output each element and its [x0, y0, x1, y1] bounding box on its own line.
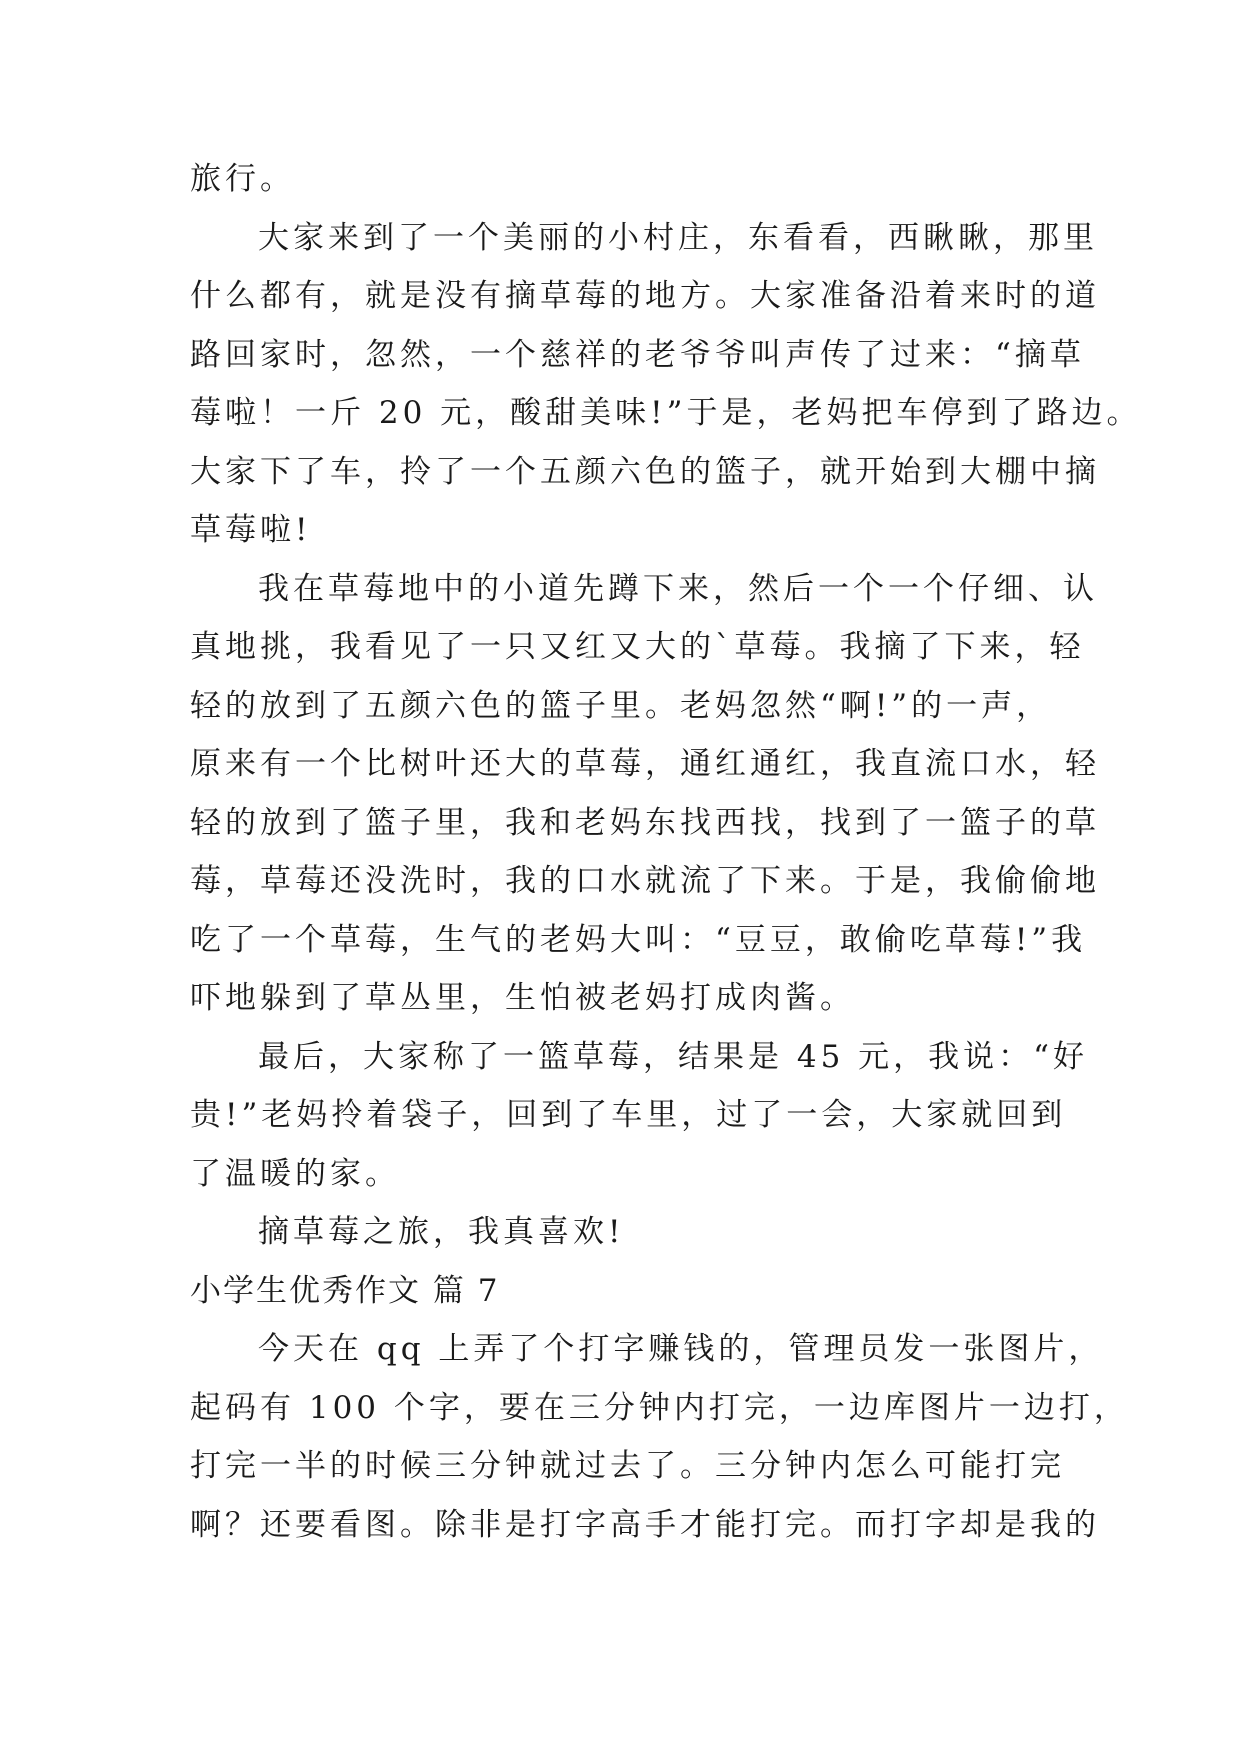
text-line: 大家下了车，拎了一个五颜六色的篮子，就开始到大棚中摘	[190, 453, 1100, 490]
text-line: 什么都有，就是没有摘草莓的地方。大家准备沿着来时的道	[190, 278, 1100, 314]
text-line: 莓啦！一斤 20 元，酸甜美味!”于是，老妈把车停到了路边。	[190, 395, 1142, 431]
text-line: 草莓啦!	[190, 512, 312, 548]
text-line: 今天在 qq 上弄了个打字赚钱的，管理员发一张图片，	[258, 1331, 1104, 1367]
text-line: 了温暖的家。	[190, 1155, 400, 1192]
text-line: 起码有 100 个字，要在三分钟内打完，一边库图片一边打，	[190, 1389, 1129, 1426]
text-line: 莓，草莓还没洗时，我的口水就流了下来。于是，我偷偷地	[190, 863, 1100, 899]
text-line: 摘草莓之旅，我真喜欢!	[258, 1214, 625, 1250]
text-line: 最后，大家称了一篮草莓，结果是 45 元，我说：“好	[258, 1038, 1089, 1075]
text-line: 打完一半的时候三分钟就过去了。三分钟内怎么可能打完	[190, 1448, 1065, 1484]
text-line: 大家来到了一个美丽的小村庄，东看看，西瞅瞅，那里	[258, 219, 1098, 256]
section-heading: 小学生优秀作文 篇 7	[190, 1272, 500, 1309]
text-line: 真地挑，我看见了一只又红又大的`草莓。我摘了下来，轻	[190, 629, 1085, 665]
text-line: 吓地躲到了草丛里，生怕被老妈打成肉酱。	[190, 980, 855, 1016]
text-line: 轻的放到了五颜六色的篮子里。老妈忽然“啊!”的一声，	[190, 687, 1052, 724]
document-body	[190, 150, 1142, 1554]
text-line: 吃了一个草莓，生气的老妈大叫：“豆豆，敢偷吃草莓!”我	[190, 921, 1087, 958]
text-line: 啊？还要看图。除非是打字高手才能打完。而打字却是我的	[190, 1506, 1100, 1543]
text-line: 我在草莓地中的小道先蹲下来，然后一个一个仔细、认	[258, 570, 1098, 607]
text-line: 旅行。	[190, 161, 295, 197]
text-line: 原来有一个比树叶还大的草莓，通红通红，我直流口水，轻	[190, 746, 1100, 782]
text-line: 轻的放到了篮子里，我和老妈东找西找，找到了一篮子的草	[190, 804, 1100, 841]
text-line: 路回家时，忽然，一个慈祥的老爷爷叫声传了过来：“摘草	[190, 336, 1085, 373]
text-line: 贵!”老妈拎着袋子，回到了车里，过了一会，大家就回到	[190, 1097, 1067, 1133]
